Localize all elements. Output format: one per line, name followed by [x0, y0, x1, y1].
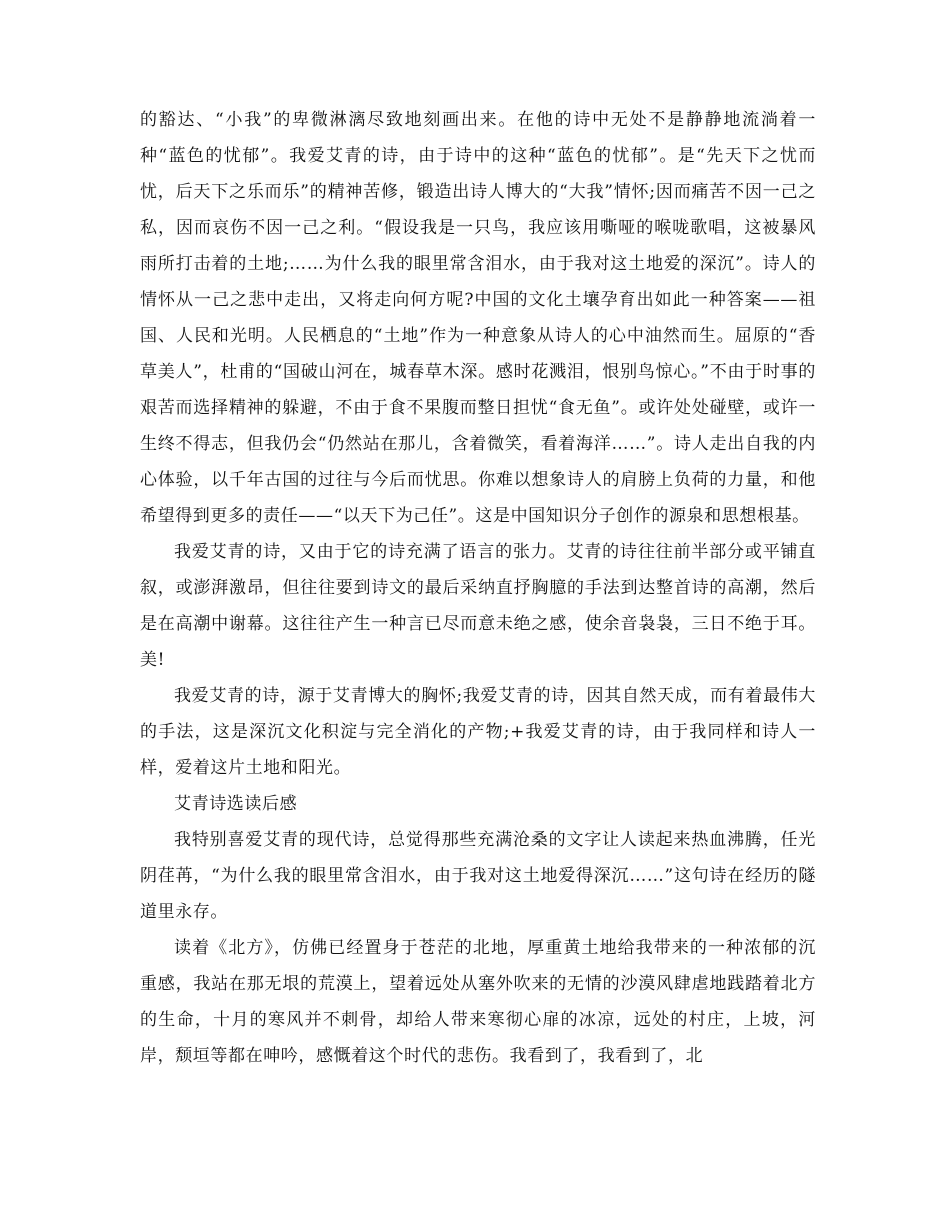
paragraph-3: 我爱艾青的诗，源于艾青博大的胸怀;我爱艾青的诗，因其自然天成，而有着最伟大的手法，这是深沉文化积淀与完全消化的产物;+我爱艾青的诗，由于我同样和诗人一样，爱着这片土地和阳光。	[140, 686, 816, 778]
section-heading: 艾青诗选读后感	[174, 794, 298, 814]
paragraph-1: 的豁达、“小我”的卑微淋漓尽致地刻画出来。在他的诗中无处不是静静地流淌着一种“蓝色的忧郁”。我爱艾青的诗，由于诗中的这种“蓝色的忧郁”。是“先天下之忧而忧，后天下之乐而乐”的精神苦修，锻造出诗人博大的“大我”情怀;因而痛苦不因一己之私，因而哀伤不因一己之利。“假设我是一只鸟，我应该用嘶哑的喉咙歌唱，这被暴风雨所打击着的土地;……为什么我的眼里常含泪水，由于我对这土地爱的深沉”。诗人的情怀从一己之悲中走出，又将走向何方呢?中国的文化土壤孕育出如此一种答案——祖国、人民和光明。人民栖息的“土地”作为一种意象从诗人的心中油然而生。屈原的“香草美人”，杜甫的“国破山河在，城春草木深。感时花溅泪，恨别鸟惊心。”不由于时事的艰苦而选择精神的躲避，不由于食不果腹而整日担忧“食无鱼”。或许处处碰壁，或许一生终不得志，但我仍会“仍然站在那儿，含着微笑，看着海洋……”。诗人走出自我的内心体验，以千年古国的过往与今后而忧思。你难以想象诗人的肩膀上负荷的力量，和他希望得到更多的责任——“以天下为己任”。这是中国知识分子创作的源泉和思想根基。	[140, 110, 816, 526]
paragraph-4: 我特别喜爱艾青的现代诗，总觉得那些充满沧桑的文字让人读起来热血沸腾，任光阴荏苒，“为什么我的眼里常含泪水，由于我对这土地爱得深沉……”这句诗在经历的隧道里永存。	[140, 830, 816, 922]
paragraph-2: 我爱艾青的诗，又由于它的诗充满了语言的张力。艾青的诗往往前半部分或平铺直叙，或澎湃激昂，但往往要到诗文的最后采纳直抒胸臆的手法到达整首诗的高潮，然后是在高潮中谢幕。这往往产生一种言已尽而意未绝之感，使余音袅袅，三日不绝于耳。美!	[140, 542, 816, 670]
paragraph-5: 读着《北方》，仿佛已经置身于苍茫的北地，厚重黄土地给我带来的一种浓郁的沉重感，我站在那无垠的荒漠上，望着远处从塞外吹来的无情的沙漠风肆虐地践踏着北方的生命，十月的寒风并不刺骨，却给人带来寒彻心扉的冰凉，远处的村庄，上坡，河岸，颓垣等都在呻吟，感慨着这个时代的悲伤。我看到了，我看到了，北	[140, 938, 816, 1066]
document-body	[140, 102, 816, 1074]
